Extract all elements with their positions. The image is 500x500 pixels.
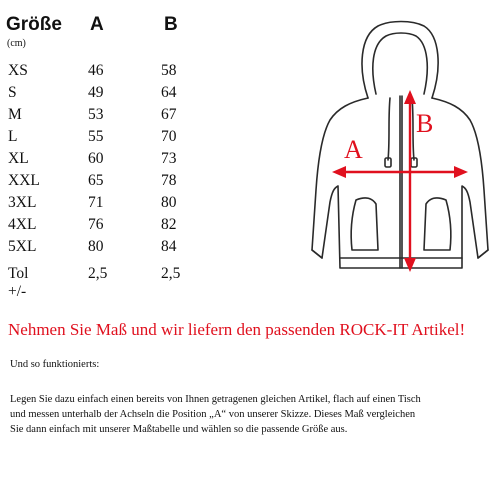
- diagram-label-a: A: [344, 135, 363, 164]
- size-cell: XL: [8, 150, 29, 167]
- tolerance-a: 2,5: [88, 265, 108, 282]
- b-cell: 70: [161, 128, 177, 145]
- size-cell: S: [8, 84, 17, 101]
- tolerance-label: Tol +/-: [8, 265, 29, 300]
- size-cell: 3XL: [8, 194, 37, 211]
- a-cell: 80: [88, 238, 104, 255]
- a-cell: 53: [88, 106, 104, 123]
- b-cell: 58: [161, 62, 177, 79]
- a-cell: 65: [88, 172, 104, 189]
- size-cell: L: [8, 128, 18, 145]
- column-b-header: B: [164, 14, 178, 35]
- a-cell: 55: [88, 128, 104, 145]
- b-cell: 67: [161, 106, 177, 123]
- b-cell: 84: [161, 238, 177, 255]
- hoodie-sketch-icon: [272, 10, 492, 280]
- b-cell: 64: [161, 84, 177, 101]
- headline: Nehmen Sie Maß und wir liefern den passenden ROCK-IT Artikel!: [8, 320, 466, 339]
- subheading: Und so funktionierts:: [10, 359, 100, 370]
- column-a-header: A: [90, 14, 104, 35]
- size-column-header: Größe: [6, 14, 62, 35]
- a-cell: 76: [88, 216, 104, 233]
- diagram-label-b: B: [416, 109, 434, 138]
- hoodie-diagram: [272, 10, 492, 285]
- size-cell: XXL: [8, 172, 40, 189]
- instructions-line: und messen unterhalb der Achseln die Position „A“ von unserer Skizze. Dieses Maß vergleichen: [10, 409, 416, 420]
- b-cell: 73: [161, 150, 177, 167]
- size-cell: M: [8, 106, 22, 123]
- b-cell: 82: [161, 216, 177, 233]
- b-cell: 78: [161, 172, 177, 189]
- b-cell: 80: [161, 194, 177, 211]
- unit-label: (cm): [7, 38, 26, 49]
- size-cell: XS: [8, 62, 28, 79]
- tolerance-b: 2,5: [161, 265, 181, 282]
- instructions-line: Legen Sie dazu einfach einen bereits von Ihnen getragenen gleichen Artikel, flach auf einen Tisch: [10, 394, 421, 405]
- instructions-line: Sie dann einfach mit unserer Maßtabelle und wählen so die passende Größe aus.: [10, 424, 348, 435]
- a-cell: 49: [88, 84, 104, 101]
- size-cell: 4XL: [8, 216, 37, 233]
- a-cell: 71: [88, 194, 104, 211]
- instructions-paragraph: [10, 392, 490, 437]
- size-cell: 5XL: [8, 238, 37, 255]
- a-cell: 46: [88, 62, 104, 79]
- a-cell: 60: [88, 150, 104, 167]
